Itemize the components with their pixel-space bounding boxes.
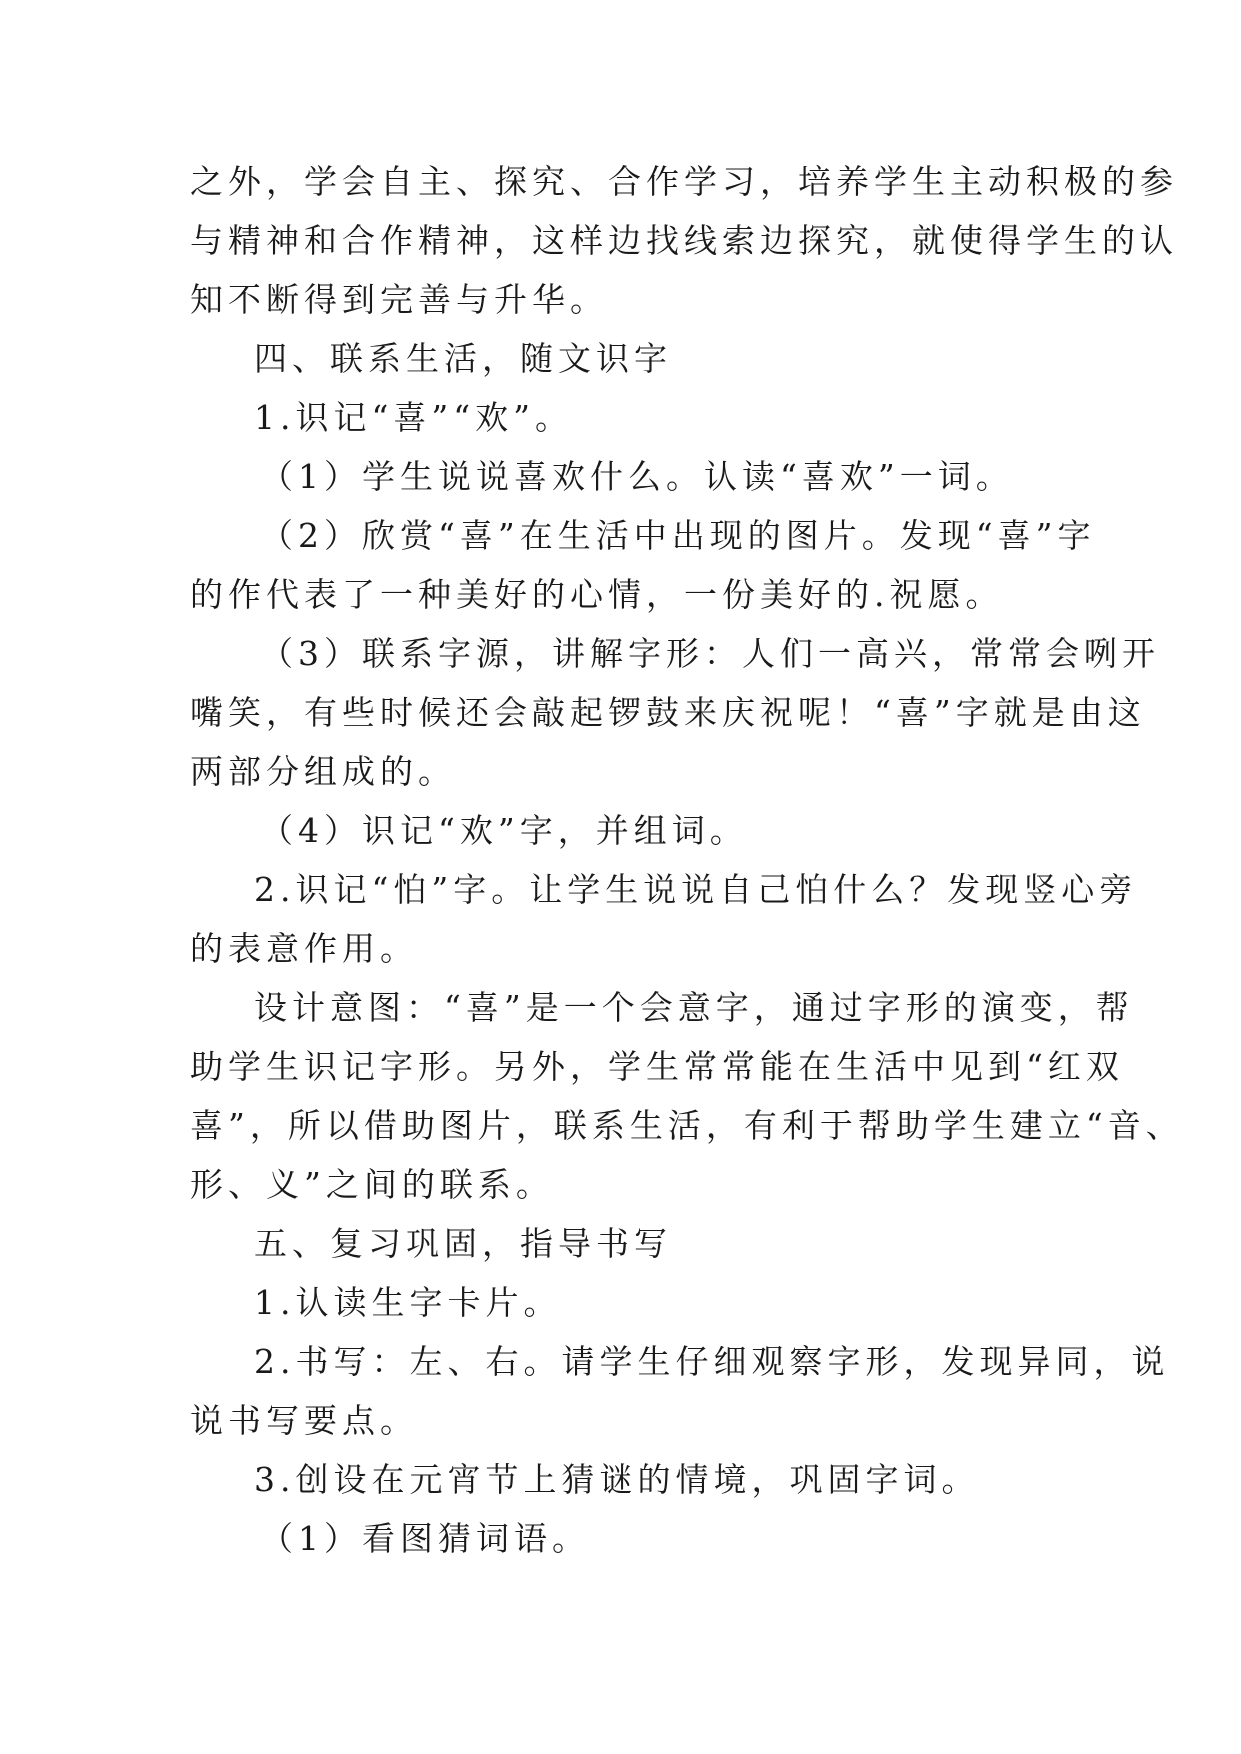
section-heading: 五、复习巩固，指导书写 [254, 1224, 672, 1263]
section-heading: 四、联系生活，随文识字 [254, 339, 672, 378]
text-line: 3.创设在元宵节上猜谜的情境，巩固字词。 [254, 1460, 980, 1499]
text-line: 2.书写：左、右。请学生仔细观察字形，发现异同，说 [254, 1342, 1170, 1381]
text-line: 说书写要点。 [190, 1401, 418, 1440]
text-line: 2.识记“怕”字。让学生说说自己怕什么？发现竖心旁 [254, 870, 1138, 909]
text-line: 的表意作用。 [190, 929, 418, 968]
text-line: 助学生识记字形。另外，学生常常能在生活中见到“红双 [190, 1047, 1124, 1086]
text-line: （1）学生说说喜欢什么。认读“喜欢”一词。 [260, 457, 1014, 496]
text-line: 1.认读生字卡片。 [254, 1283, 562, 1322]
text-line: 与精神和合作精神，这样边找线索边探究，就使得学生的认 [190, 221, 1178, 260]
text-line: 的作代表了一种美好的心情，一份美好的.祝愿。 [190, 575, 1004, 614]
text-line: 知不断得到完善与升华。 [190, 280, 608, 319]
text-line: 两部分组成的。 [190, 752, 456, 791]
text-line: （3）联系字源，讲解字形：人们一高兴，常常会咧开 [260, 634, 1160, 673]
text-line: （1）看图猜词语。 [260, 1519, 590, 1558]
text-line: 1.识记“喜”“欢”。 [254, 398, 573, 437]
text-line: 嘴笑，有些时候还会敲起锣鼓来庆祝呢！“喜”字就是由这 [190, 693, 1146, 732]
text-line: 之外，学会自主、探究、合作学习，培养学生主动积极的参 [190, 162, 1178, 201]
text-line: （4）识记“欢”字，并组词。 [260, 811, 748, 850]
text-line: 设计意图：“喜”是一个会意字，通过字形的演变，帮 [254, 988, 1134, 1027]
text-line: 形、义”之间的联系。 [190, 1165, 554, 1204]
text-line: （2）欣赏“喜”在生活中出现的图片。发现“喜”字 [260, 516, 1096, 555]
text-line: 喜”，所以借助图片，联系生活，有利于帮助学生建立“音、 [190, 1106, 1184, 1145]
